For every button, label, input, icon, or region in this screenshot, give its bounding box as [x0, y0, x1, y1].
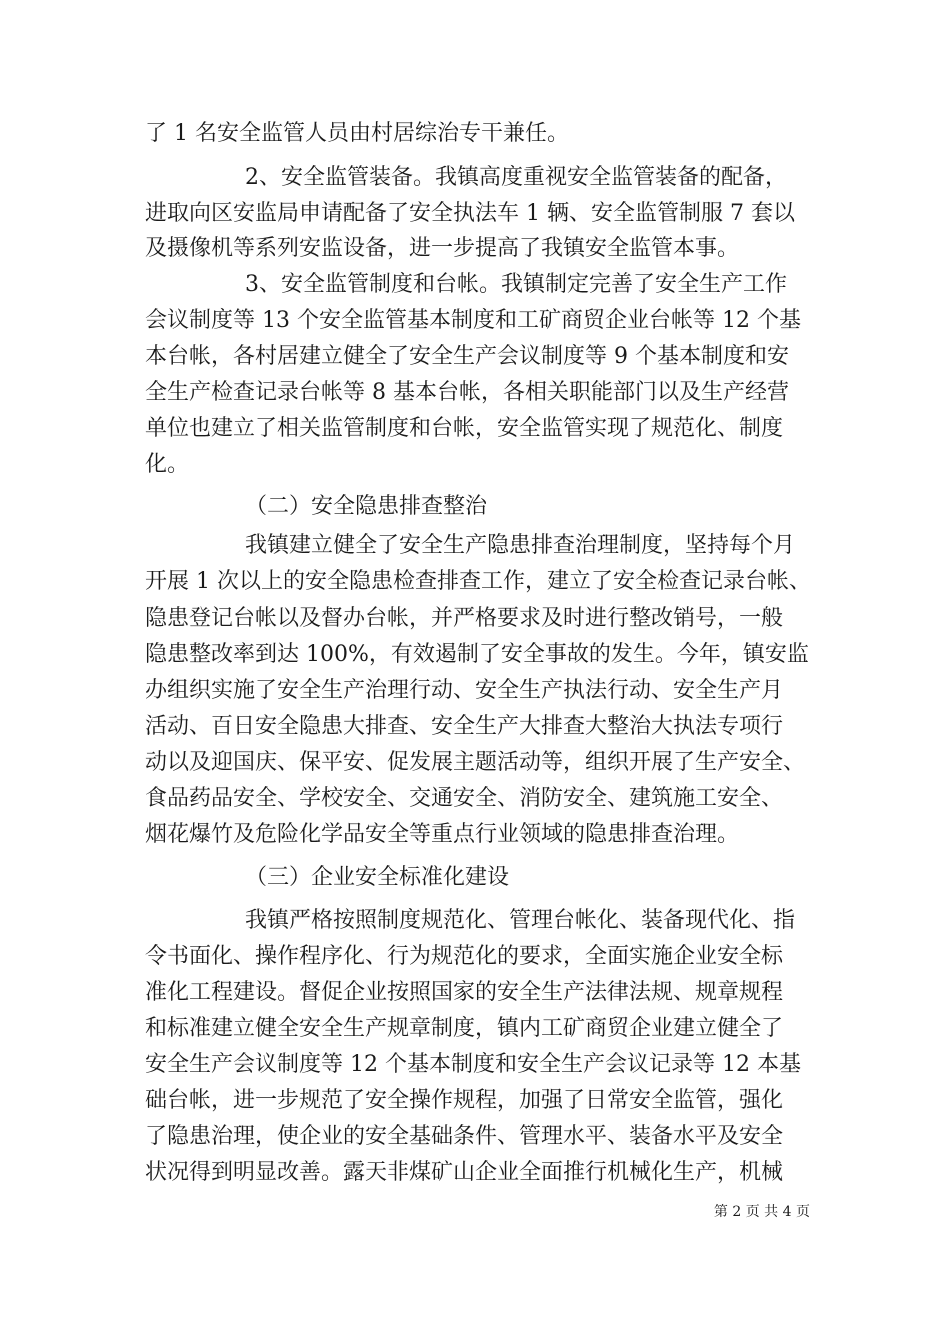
text-line: 隐患登记台帐以及督办台帐，并严格要求及时进行整改销号，一般	[145, 606, 784, 631]
text-line: 准化工程建设。督促企业按照国家的安全生产法律法规、规章规程	[145, 980, 784, 1005]
text-line: 进取向区安监局申请配备了安全执法车 1 辆、安全监管制服 7 套以	[145, 201, 795, 226]
text-line: 食品药品安全、学校安全、交通安全、消防安全、建筑施工安全、	[145, 786, 784, 811]
text-line: 我镇建立健全了安全生产隐患排查治理制度，坚持每个月	[245, 533, 796, 558]
page-number: 第 2 页 共 4 页	[713, 1204, 810, 1220]
text-line: 单位也建立了相关监管制度和台帐，安全监管实现了规范化、制度	[145, 416, 784, 441]
text-line: 动以及迎国庆、保平安、促发展主题活动等，组织开展了生产安全、	[145, 750, 806, 775]
text-line: 活动、百日安全隐患大排查、安全生产大排查大整治大执法专项行	[145, 714, 784, 739]
text-line: 隐患整改率到达 100%，有效遏制了安全事故的发生。今年，镇安监	[145, 642, 809, 667]
text-line: 状况得到明显改善。露天非煤矿山企业全面推行机械化生产，机械	[145, 1160, 784, 1185]
text-line: 了 1 名安全监管人员由村居综治专干兼任。	[145, 121, 569, 146]
text-line: 本台帐，各村居建立健全了安全生产会议制度等 9 个基本制度和安	[145, 344, 789, 369]
section-heading: （三）企业安全标准化建设	[245, 865, 510, 890]
text-line: 3、安全监管制度和台帐。我镇制定完善了安全生产工作	[245, 272, 787, 297]
text-line: 及摄像机等系列安监设备，进一步提高了我镇安全监管本事。	[145, 236, 740, 261]
text-line: 安全生产会议制度等 12 个基本制度和安全生产会议记录等 12 本基	[145, 1052, 801, 1077]
text-line: 全生产检查记录台帐等 8 基本台帐，各相关职能部门以及生产经营	[145, 380, 789, 405]
text-line: 我镇严格按照制度规范化、管理台帐化、装备现代化、指	[245, 908, 796, 933]
text-line: 了隐患治理，使企业的安全基础条件、管理水平、装备水平及安全	[145, 1124, 784, 1149]
text-line: 和标准建立健全安全生产规章制度，镇内工矿商贸企业建立健全了	[145, 1016, 784, 1041]
text-line: 化。	[145, 452, 190, 477]
text-line: 础台帐，进一步规范了安全操作规程，加强了日常安全监管，强化	[145, 1088, 784, 1113]
text-line: 烟花爆竹及危险化学品安全等重点行业领域的隐患排查治理。	[145, 822, 740, 847]
text-line: 令书面化、操作程序化、行为规范化的要求，全面实施企业安全标	[145, 944, 784, 969]
text-line: 办组织实施了安全生产治理行动、安全生产执法行动、安全生产月	[145, 678, 784, 703]
text-line: 2、安全监管装备。我镇高度重视安全监管装备的配备，	[245, 165, 787, 190]
section-heading: （二）安全隐患排查整治	[245, 494, 488, 519]
text-line: 开展 1 次以上的安全隐患检查排查工作，建立了安全检查记录台帐、	[145, 569, 811, 594]
text-line: 会议制度等 13 个安全监管基本制度和工矿商贸企业台帐等 12 个基	[145, 308, 801, 333]
